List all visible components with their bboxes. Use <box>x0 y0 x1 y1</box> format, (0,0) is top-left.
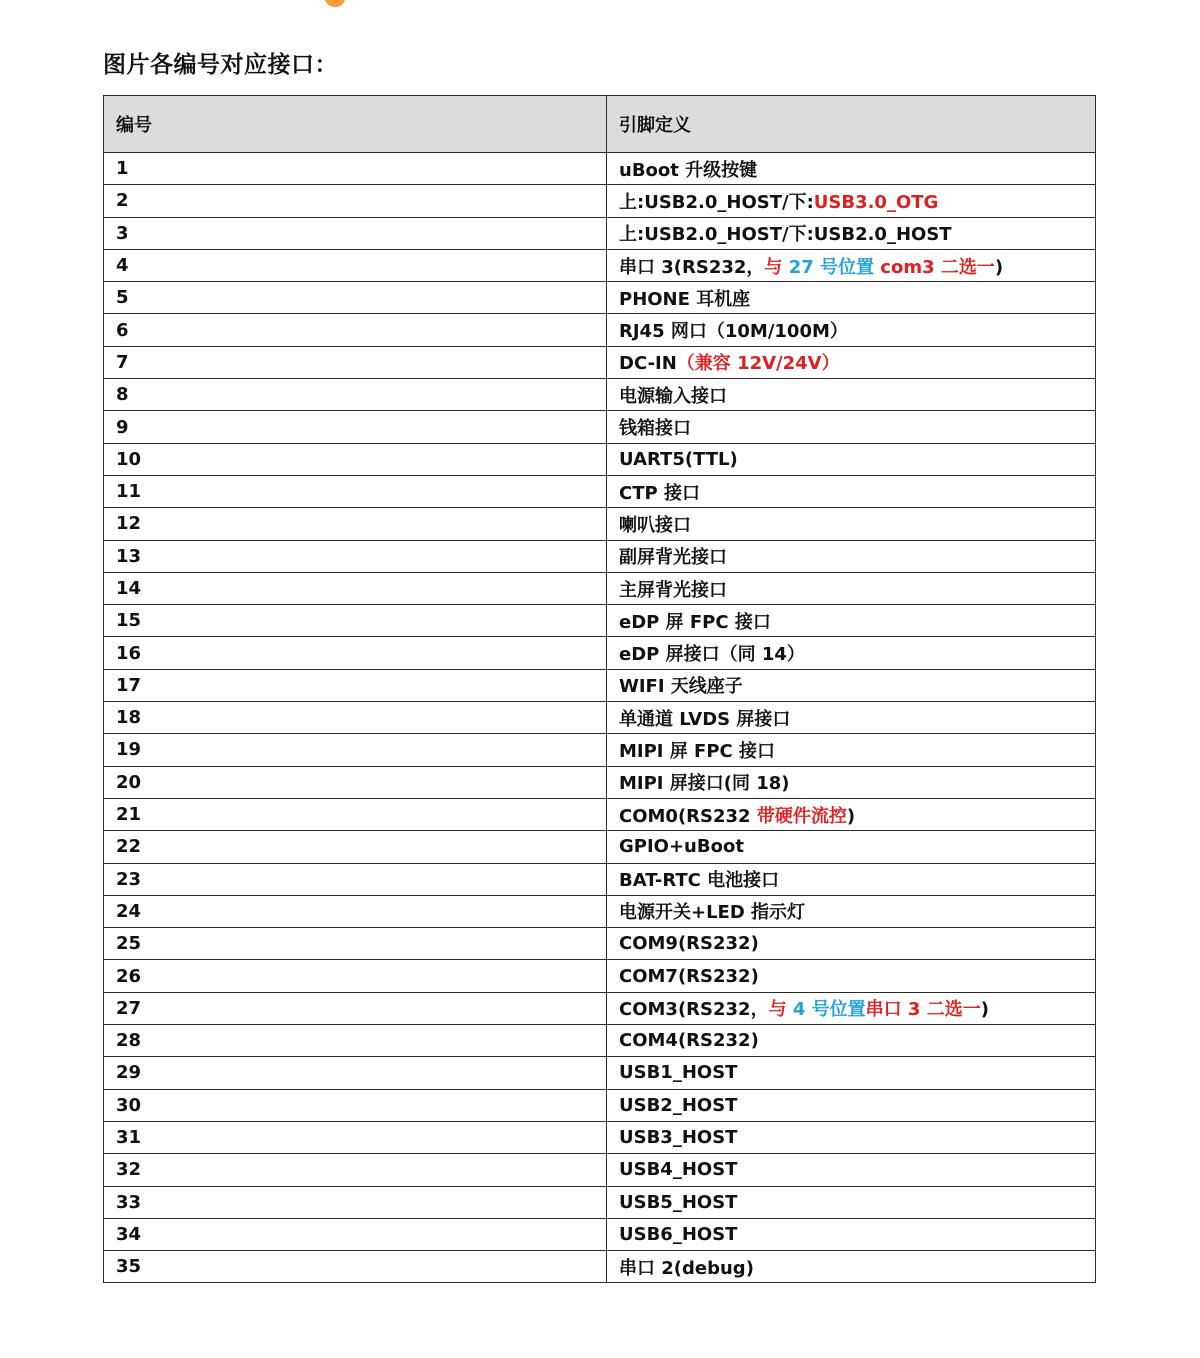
pin-number-cell: 28 <box>104 1025 607 1057</box>
orange-dot-decoration <box>325 0 345 7</box>
definition-text-segment: 单通道 LVDS 屏接口 <box>619 708 791 730</box>
pin-definition-cell <box>607 669 1096 701</box>
pin-number-cell: 2 <box>104 185 607 217</box>
table-row <box>104 572 1096 604</box>
table-row <box>104 411 1096 443</box>
pin-definition-cell <box>607 282 1096 314</box>
pin-definition-cell <box>607 346 1096 378</box>
definition-text-segment: DC-IN <box>619 353 677 375</box>
table-header-row <box>104 96 1096 153</box>
definition-text-segment: 电源开关+LED 指示灯 <box>619 902 806 924</box>
table-row <box>104 1154 1096 1186</box>
table-row <box>104 153 1096 185</box>
pin-definition-table <box>103 95 1096 1283</box>
definition-text-segment: uBoot 升级按键 <box>619 159 758 181</box>
definition-text-segment: 与 <box>764 256 789 278</box>
table-row <box>104 669 1096 701</box>
pin-definition-cell <box>607 379 1096 411</box>
pin-definition-cell <box>607 1251 1096 1283</box>
table-body <box>104 153 1096 1283</box>
pin-number-cell: 1 <box>104 153 607 185</box>
pin-number-cell: 27 <box>104 992 607 1024</box>
table-row <box>104 314 1096 346</box>
definition-text-segment: USB3_HOST <box>619 1127 738 1149</box>
table-row <box>104 702 1096 734</box>
definition-text-segment: COM9(RS232) <box>619 933 759 955</box>
pin-number-cell: 23 <box>104 863 607 895</box>
pin-definition-cell <box>607 831 1096 863</box>
definition-text-segment: 带硬件流控 <box>756 805 847 827</box>
definition-text-segment: eDP 屏 FPC 接口 <box>619 611 771 633</box>
table-row <box>104 928 1096 960</box>
pin-number-cell: 35 <box>104 1251 607 1283</box>
pin-number-cell: 22 <box>104 831 607 863</box>
pin-definition-cell <box>607 1154 1096 1186</box>
definition-text-segment: 副屏背光接口 <box>619 547 727 569</box>
table-row <box>104 1251 1096 1283</box>
pin-definition-cell <box>607 1218 1096 1250</box>
column-header-number: 编号 <box>104 96 607 153</box>
pin-definition-cell <box>607 766 1096 798</box>
pin-definition-cell <box>607 411 1096 443</box>
pin-definition-cell <box>607 895 1096 927</box>
column-header-definition: 引脚定义 <box>607 96 1096 153</box>
pin-definition-cell <box>607 605 1096 637</box>
pin-definition-cell <box>607 734 1096 766</box>
pin-number-cell: 26 <box>104 960 607 992</box>
pin-definition-cell <box>607 637 1096 669</box>
table-row <box>104 508 1096 540</box>
pin-number-cell: 20 <box>104 766 607 798</box>
definition-text-segment: COM4(RS232) <box>619 1030 759 1052</box>
pin-definition-cell <box>607 1186 1096 1218</box>
definition-text-segment: eDP 屏接口（同 14） <box>619 644 805 666</box>
table-row <box>104 992 1096 1024</box>
definition-text-segment: USB3.0_OTG <box>813 191 939 213</box>
pin-number-cell: 30 <box>104 1089 607 1121</box>
definition-text-segment: ) <box>980 999 989 1021</box>
definition-text-segment: 上:USB2.0_HOST/下:USB2.0_HOST <box>619 224 952 246</box>
pin-definition-cell <box>607 540 1096 572</box>
table-row <box>104 540 1096 572</box>
pin-definition-cell <box>607 863 1096 895</box>
definition-text-segment: 串口 3 二选一 <box>865 999 981 1021</box>
definition-text-segment: WIFI 天线座子 <box>619 676 743 698</box>
pin-definition-cell <box>607 1089 1096 1121</box>
definition-text-segment: ) <box>846 805 856 827</box>
table-row <box>104 443 1096 475</box>
pin-number-cell: 24 <box>104 895 607 927</box>
definition-text-segment: MIPI 屏接口(同 18) <box>619 773 790 795</box>
pin-number-cell: 5 <box>104 282 607 314</box>
pin-number-cell: 11 <box>104 475 607 507</box>
definition-text-segment: 与 <box>768 999 793 1021</box>
definition-text-segment: MIPI 屏 FPC 接口 <box>619 740 775 762</box>
pin-number-cell: 32 <box>104 1154 607 1186</box>
table-row <box>104 734 1096 766</box>
table-row <box>104 282 1096 314</box>
definition-text-segment: COM0(RS232 <box>619 805 757 827</box>
definition-text-segment: 27 号位置 <box>788 256 875 278</box>
pin-number-cell: 4 <box>104 249 607 281</box>
pin-definition-cell <box>607 572 1096 604</box>
table-row <box>104 1089 1096 1121</box>
definition-text-segment: BAT-RTC 电池接口 <box>619 870 780 892</box>
pin-number-cell: 8 <box>104 379 607 411</box>
pin-number-cell: 17 <box>104 669 607 701</box>
pin-number-cell: 9 <box>104 411 607 443</box>
table-row <box>104 217 1096 249</box>
table-row <box>104 960 1096 992</box>
pin-number-cell: 16 <box>104 637 607 669</box>
table-row <box>104 605 1096 637</box>
definition-text-segment: USB1_HOST <box>619 1062 738 1084</box>
table-row <box>104 798 1096 830</box>
pin-definition-cell <box>607 185 1096 217</box>
pin-number-cell: 3 <box>104 217 607 249</box>
table-row <box>104 637 1096 669</box>
table-row <box>104 895 1096 927</box>
pin-number-cell: 31 <box>104 1121 607 1153</box>
definition-text-segment: 钱箱接口 <box>619 418 691 440</box>
table-row <box>104 346 1096 378</box>
pin-number-cell: 19 <box>104 734 607 766</box>
pin-number-cell: 29 <box>104 1057 607 1089</box>
pin-number-cell: 25 <box>104 928 607 960</box>
pin-number-cell: 14 <box>104 572 607 604</box>
pin-number-cell: 12 <box>104 508 607 540</box>
pin-definition-cell <box>607 314 1096 346</box>
definition-text-segment: GPIO+uBoot <box>619 836 744 858</box>
definition-text-segment: COM7(RS232) <box>619 965 759 987</box>
page-title: 图片各编号对应接口： <box>103 52 338 78</box>
definition-text-segment: USB4_HOST <box>619 1159 738 1181</box>
definition-text-segment: 4 号位置 <box>792 999 866 1021</box>
table-row <box>104 379 1096 411</box>
definition-text-segment: ) <box>994 256 1004 278</box>
pin-definition-cell <box>607 1025 1096 1057</box>
table-row <box>104 831 1096 863</box>
definition-text-segment: USB5_HOST <box>619 1191 738 1213</box>
pin-definition-cell <box>607 475 1096 507</box>
definition-text-segment: RJ45 网口（10M/100M） <box>619 321 848 343</box>
definition-text-segment: 电源输入接口 <box>619 385 727 407</box>
definition-text-segment: 上:USB2.0_HOST/下: <box>619 191 814 213</box>
pin-definition-cell <box>607 1121 1096 1153</box>
definition-text-segment: USB2_HOST <box>619 1094 738 1116</box>
pin-definition-cell <box>607 443 1096 475</box>
pin-number-cell: 13 <box>104 540 607 572</box>
pin-definition-cell <box>607 249 1096 281</box>
definition-text-segment: com3 二选一 <box>874 256 995 278</box>
pin-definition-cell <box>607 928 1096 960</box>
pin-number-cell: 33 <box>104 1186 607 1218</box>
definition-text-segment: 串口 3(RS232， <box>619 256 765 278</box>
table-row <box>104 1057 1096 1089</box>
pin-definition-cell <box>607 702 1096 734</box>
pin-number-cell: 7 <box>104 346 607 378</box>
table-row <box>104 1121 1096 1153</box>
pin-number-cell: 15 <box>104 605 607 637</box>
pin-definition-cell <box>607 153 1096 185</box>
pin-definition-cell <box>607 217 1096 249</box>
table-row <box>104 863 1096 895</box>
definition-text-segment: CTP 接口 <box>619 482 700 504</box>
table-row <box>104 1218 1096 1250</box>
definition-text-segment: USB6_HOST <box>619 1223 738 1245</box>
pin-number-cell: 10 <box>104 443 607 475</box>
definition-text-segment: PHONE 耳机座 <box>619 288 751 310</box>
definition-text-segment: 串口 2(debug) <box>619 1257 754 1279</box>
table-row <box>104 475 1096 507</box>
table-row <box>104 1186 1096 1218</box>
pin-definition-cell <box>607 798 1096 830</box>
definition-text-segment: UART5(TTL) <box>619 448 738 470</box>
definition-text-segment: 喇叭接口 <box>619 514 691 536</box>
pin-number-cell: 6 <box>104 314 607 346</box>
table-row <box>104 185 1096 217</box>
table-row <box>104 249 1096 281</box>
pin-number-cell: 18 <box>104 702 607 734</box>
definition-text-segment: （兼容 12V/24V） <box>676 353 840 375</box>
table-row <box>104 766 1096 798</box>
pin-definition-cell <box>607 508 1096 540</box>
table-row <box>104 1025 1096 1057</box>
pin-definition-cell <box>607 992 1096 1024</box>
definition-text-segment: 主屏背光接口 <box>619 579 727 601</box>
pin-number-cell: 21 <box>104 798 607 830</box>
pin-definition-cell <box>607 960 1096 992</box>
pin-number-cell: 34 <box>104 1218 607 1250</box>
pin-definition-cell <box>607 1057 1096 1089</box>
definition-text-segment: COM3(RS232， <box>619 999 769 1021</box>
